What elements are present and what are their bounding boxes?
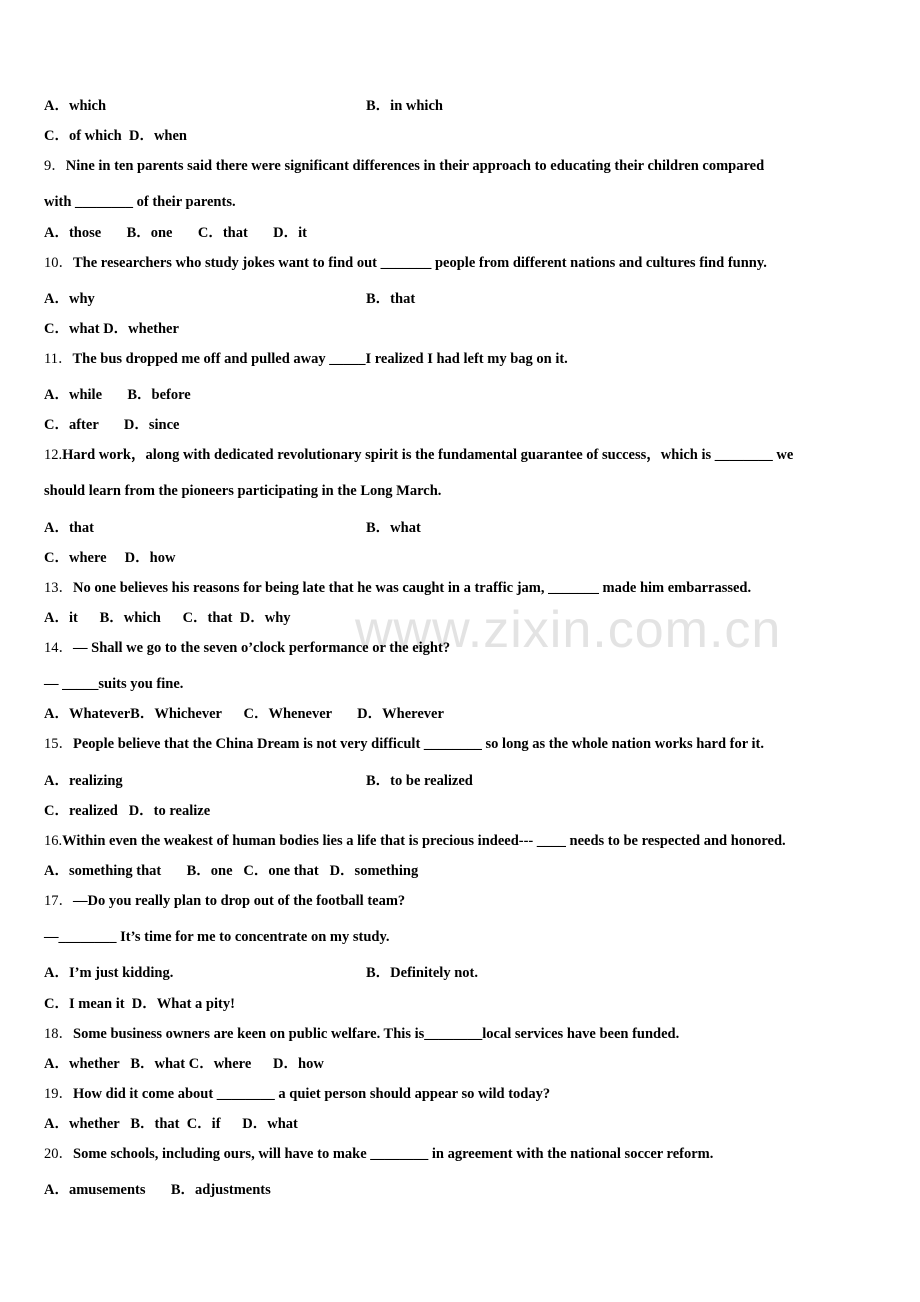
question-text: Nine in ten parents said there were significant differences in their approach to educating their children compared: [65, 158, 765, 174]
question-number: 10．: [44, 255, 73, 271]
question-15: [44, 735, 764, 753]
question-18: [44, 1025, 679, 1043]
question-11-options-c-d: C．after D．since: [44, 417, 180, 433]
option-b: B．in which: [366, 98, 443, 114]
question-14-options: A．WhateverB．Whichever C．Whenever D．Wherever: [44, 706, 444, 722]
question-number: 20．: [44, 1146, 73, 1162]
question-12-option-b: B．what: [366, 520, 421, 536]
question-number: 18．: [44, 1026, 73, 1042]
question-13-options: A．it B．which C．that D．why: [44, 610, 291, 626]
question-text: The bus dropped me off and pulled away _____I realized I had left my bag on it.: [72, 351, 568, 367]
option-a: A．which: [44, 98, 107, 114]
question-number: 9．: [44, 158, 66, 174]
question-12-option-a: A．that: [44, 520, 94, 536]
question-16-options: A．something that B．one C．one that D．something: [44, 863, 419, 879]
question-14: [44, 639, 450, 657]
question-text: People believe that the China Dream is not very difficult ________ so long as the whole nation works hard for it.: [73, 736, 765, 752]
question-number: 11．: [44, 351, 73, 367]
question-15-option-b: B．to be realized: [366, 773, 473, 789]
question-text: Some schools, including ours, will have to make ________ in agreement with the national soccer reform.: [73, 1146, 714, 1162]
watermark: www.zixin.com.cn: [355, 601, 782, 659]
question-number: 14．: [44, 640, 73, 656]
question-number: 19．: [44, 1086, 73, 1102]
question-10-options-c-d: C．what D．whether: [44, 321, 179, 337]
question-19-options: A．whether B．that C．if D．what: [44, 1116, 298, 1132]
question-12-options-c-d: C．where D．how: [44, 550, 176, 566]
question-9: [44, 157, 764, 175]
question-10-option-b: B．that: [366, 291, 416, 307]
question-17-options-c-d: C．I mean it D．What a pity!: [44, 996, 235, 1012]
question-text: —Do you really plan to drop out of the football team?: [73, 893, 406, 909]
options-c-d: C．of which D．when: [44, 128, 187, 144]
question-text: Within even the weakest of human bodies lies a life that is precious indeed--- ____ needs to be respected and honored.: [62, 833, 786, 849]
question-text: No one believes his reasons for being late that he was caught in a traffic jam, _______ made him embarrassed.: [73, 580, 752, 596]
question-number: 17．: [44, 893, 73, 909]
question-number: 13．: [44, 580, 73, 596]
question-text: The researchers who study jokes want to find out _______ people from different nations and cultures find funny.: [73, 255, 767, 271]
question-17-option-a: A．I’m just kidding.: [44, 965, 174, 981]
question-17-continued: —________ It’s time for me to concentrate on my study.: [44, 929, 390, 945]
question-15-option-a: A．realizing: [44, 773, 123, 789]
question-number: 15．: [44, 736, 73, 752]
question-12-continued: should learn from the pioneers participating in the Long March.: [44, 483, 442, 499]
question-9-continued: with ________ of their parents.: [44, 194, 236, 210]
question-text: How did it come about ________ a quiet person should appear so wild today?: [73, 1086, 551, 1102]
question-10: [44, 254, 767, 272]
question-11-options-a-b: A．while B．before: [44, 387, 191, 403]
question-number: 16.: [44, 833, 63, 849]
question-11: [44, 350, 568, 368]
question-17: [44, 892, 405, 910]
question-14-continued: — _____suits you fine.: [44, 676, 184, 692]
question-10-option-a: A．why: [44, 291, 95, 307]
question-20: [44, 1145, 713, 1163]
question-15-options-c-d: C．realized D．to realize: [44, 803, 211, 819]
question-number: 12.: [44, 447, 63, 463]
question-19: [44, 1085, 550, 1103]
question-text: — Shall we go to the seven o’clock performance or the eight?: [73, 640, 451, 656]
question-text: Hard work，along with dedicated revolutionary spirit is the fundamental guarantee of success，which is ________ we: [62, 447, 794, 463]
question-20-options: A．amusements B．adjustments: [44, 1182, 271, 1198]
question-text: Some business owners are keen on public welfare. This is________local services have been funded.: [73, 1026, 680, 1042]
question-16: [44, 832, 786, 850]
question-13: [44, 579, 751, 597]
question-17-option-b: B．Definitely not.: [366, 965, 478, 981]
question-9-options: A．those B．one C．that D．it: [44, 225, 308, 241]
question-18-options: A．whether B．what C．where D．how: [44, 1056, 324, 1072]
question-12: [44, 446, 793, 464]
